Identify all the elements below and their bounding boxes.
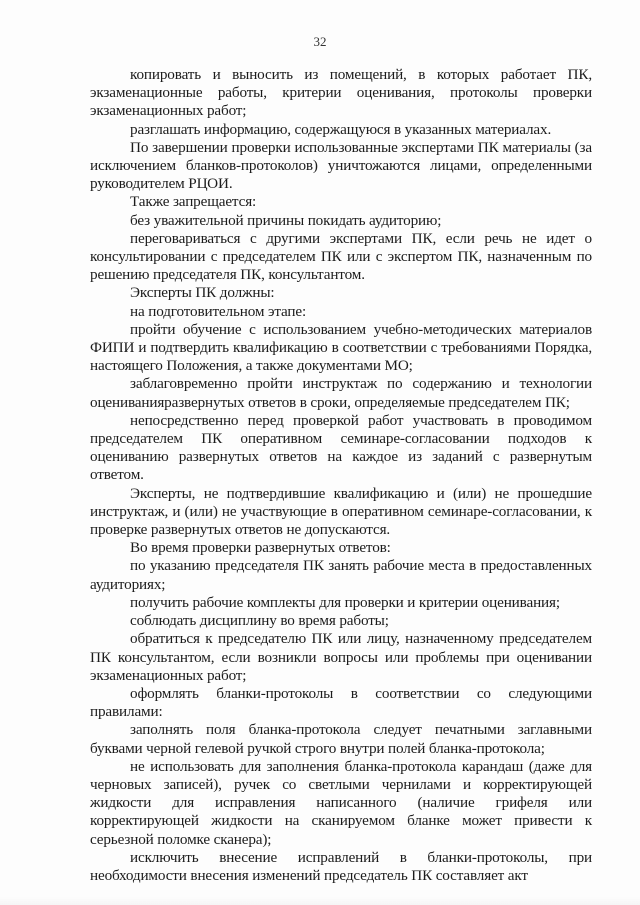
paragraph: получить рабочие комплекты для проверки и критерии оценивания; (130, 593, 560, 611)
document-body (90, 66, 592, 885)
paragraph: оформлять бланки-протоколы в соответствии со следующими правилами: (90, 684, 592, 721)
paragraph: заполнять поля бланка-протокола следует печатными заглавными буквами черной гелевой ручкой строго внутри полей бланка-протокола; (90, 721, 592, 757)
paragraph: разглашать информацию, содержащуюся в указанных материалах. (130, 120, 552, 138)
paragraph: непосредственно перед проверкой работ участвовать в проводимом председателем ПК оперативном семинаре-согласовании подходов к оцениванию развернутых ответов на каждое из заданий с развернутым ответом. (90, 411, 592, 484)
paragraph: пройти обучение с использованием учебно-методических материалов ФИПИ и подтвердить квалификацию в соответствии с требованиями Порядка, настоящего Положения, а также документами МО; (90, 320, 592, 375)
paragraph: по указанию председателя ПК занять рабочие места в предоставленных аудиториях; (90, 557, 592, 593)
paragraph: копировать и выносить из помещений, в которых работает ПК, экзаменационные работы, критерии оценивания, протоколы проверки экзаменационных работ; (90, 66, 592, 120)
paragraph: не использовать для заполнения бланка-протокола карандаш (даже для черновых записей), ручек со светлыми чернилами и корректирующей жидкости для исправления написанного (наличие грифеля или корректирующей жидкости на сканируемом бланке может привести к серьезной поломке сканера); (90, 757, 592, 848)
paragraph: Эксперты, не подтвердившие квалификацию и (или) не прошедшие инструктаж, и (или) не участвующие в оперативном семинаре-согласовании, к проверке развернутых ответов не допускаются. (90, 484, 592, 539)
scan-edge-shadow (0, 897, 640, 905)
paragraph: Эксперты ПК должны: (130, 284, 275, 302)
paragraph: исключить внесение исправлений в бланки-протоколы, при необходимости внесения изменений председатель ПК составляет акт (90, 848, 592, 884)
paragraph: на подготовительном этапе: (130, 302, 307, 320)
paragraph: обратиться к председателю ПК или лицу, назначенному председателем ПК консультантом, если возникли вопросы или проблемы при оценивании экзаменационных работ; (90, 630, 592, 684)
paragraph: без уважительной причины покидать аудиторию; (130, 211, 442, 229)
paragraph: соблюдать дисциплину во время работы; (130, 612, 389, 630)
paragraph: Во время проверки развернутых ответов: (130, 539, 391, 557)
paragraph: заблаговременно пройти инструктаж по содержанию и технологии оцениванияразвернутых ответов в сроки, определяемые председателем ПК; (90, 375, 592, 411)
paragraph: переговариваться с другими экспертами ПК, если речь не идет о консультировании с председателем ПК или с экспертом ПК, назначенным по решению председателя ПК, консультантом. (90, 229, 592, 284)
page-number: 32 (313, 34, 327, 49)
paragraph: По завершении проверки использованные экспертами ПК материалы (за исключением бланков-протоколов) уничтожаются лицами, определенными руководителем РЦОИ. (90, 138, 592, 193)
paragraph: Также запрещается: (130, 193, 257, 211)
